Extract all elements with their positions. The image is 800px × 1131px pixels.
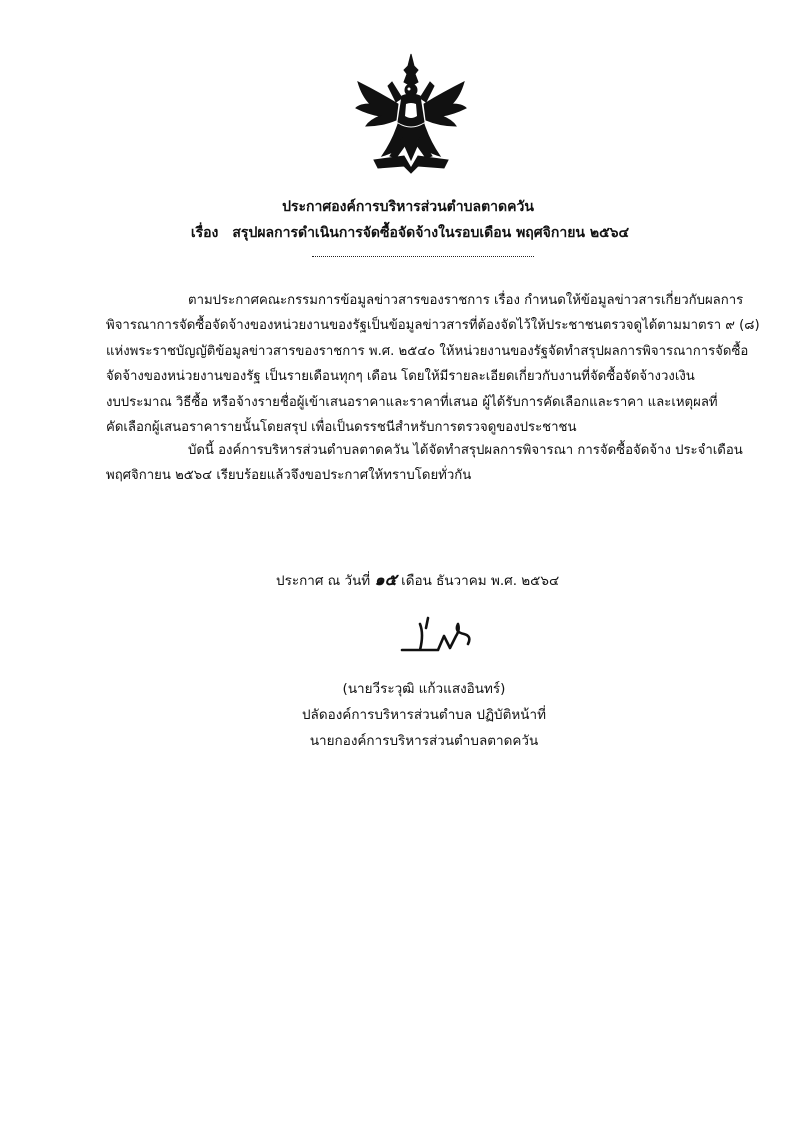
paragraph-line: พฤศจิกายน ๒๕๖๔ เรียบร้อยแล้วจึงขอประกาศให้ทราบโดยทั่วกัน xyxy=(106,468,472,484)
handwritten-signature-icon xyxy=(398,614,488,662)
signer-position-1: ปลัดองค์การบริหารส่วนตำบล ปฏิบัติหน้าที่ xyxy=(301,707,546,723)
signer-name: (นายวีระวุฒิ แก้วแสงอินทร์) xyxy=(342,681,506,697)
paragraph-line: พิจารณาการจัดซื้อจัดจ้างของหน่วยงานของรัฐเป็นข้อมูลข่าวสารที่ต้องจัดไว้ให้ประชาชนตรวจดูได้ตามมาตรา ๙ (๘) xyxy=(106,318,760,334)
subject-label: เรื่อง xyxy=(190,225,219,241)
signer-position-2: นายกองค์การบริหารส่วนตำบลตาดควัน xyxy=(309,733,539,749)
subject-text: สรุปผลการดำเนินการจัดซื้อจัดจ้างในรอบเดือน พฤศจิกายน ๒๕๖๔ xyxy=(232,225,630,241)
date-day: ๑๕ xyxy=(374,570,397,589)
garuda-emblem-icon xyxy=(352,52,470,174)
announcement-title: ประกาศองค์การบริหารส่วนตำบลตาดควัน xyxy=(282,199,534,215)
announcement-subject xyxy=(10,222,800,244)
announcement-date xyxy=(276,568,559,593)
paragraph-line: งบประมาณ วิธีซื้อ หรือจ้างรายชื่อผู้เข้าเสนอราคาและราคาที่เสนอ ผู้ได้รับการคัดเลือกและราคา และเหตุผลที่ xyxy=(106,394,718,410)
dotted-separator xyxy=(312,256,534,257)
date-suffix: เดือน ธันวาคม พ.ศ. ๒๕๖๔ xyxy=(401,573,560,589)
date-prefix: ประกาศ ณ วันที่ xyxy=(276,573,371,589)
body-paragraph-2 xyxy=(106,438,766,489)
body-paragraph-1 xyxy=(106,288,766,440)
paragraph-line: คัดเลือกผู้เสนอราคารายนั้นโดยสรุป เพื่อเป็นดรรชนีสำหรับการตรวจดูของประชาชน xyxy=(106,419,577,435)
paragraph-line: ตามประกาศคณะกรรมการข้อมูลข่าวสารของราชการ เรื่อง กำหนดให้ข้อมูลข่าวสารเกี่ยวกับผลการ xyxy=(188,293,744,308)
paragraph-line: แห่งพระราชบัญญัติข้อมูลข่าวสารของราชการ พ.ศ. ๒๕๔๐ ให้หน่วยงานของรัฐจัดทำสรุปผลการพิจารณาการจัดซื้อ xyxy=(106,343,749,359)
paragraph-line: จัดจ้างของหน่วยงานของรัฐ เป็นรายเดือนทุกๆ เดือน โดยให้มีรายละเอียดเกี่ยวกับงานที่จัดซื้อจัดจ้างวงเงิน xyxy=(106,369,695,385)
paragraph-line: บัดนี้ องค์การบริหารส่วนตำบลตาดควัน ได้จัดทำสรุปผลการพิจารณา การจัดซื้อจัดจ้าง ประจำเดือน xyxy=(188,443,743,458)
